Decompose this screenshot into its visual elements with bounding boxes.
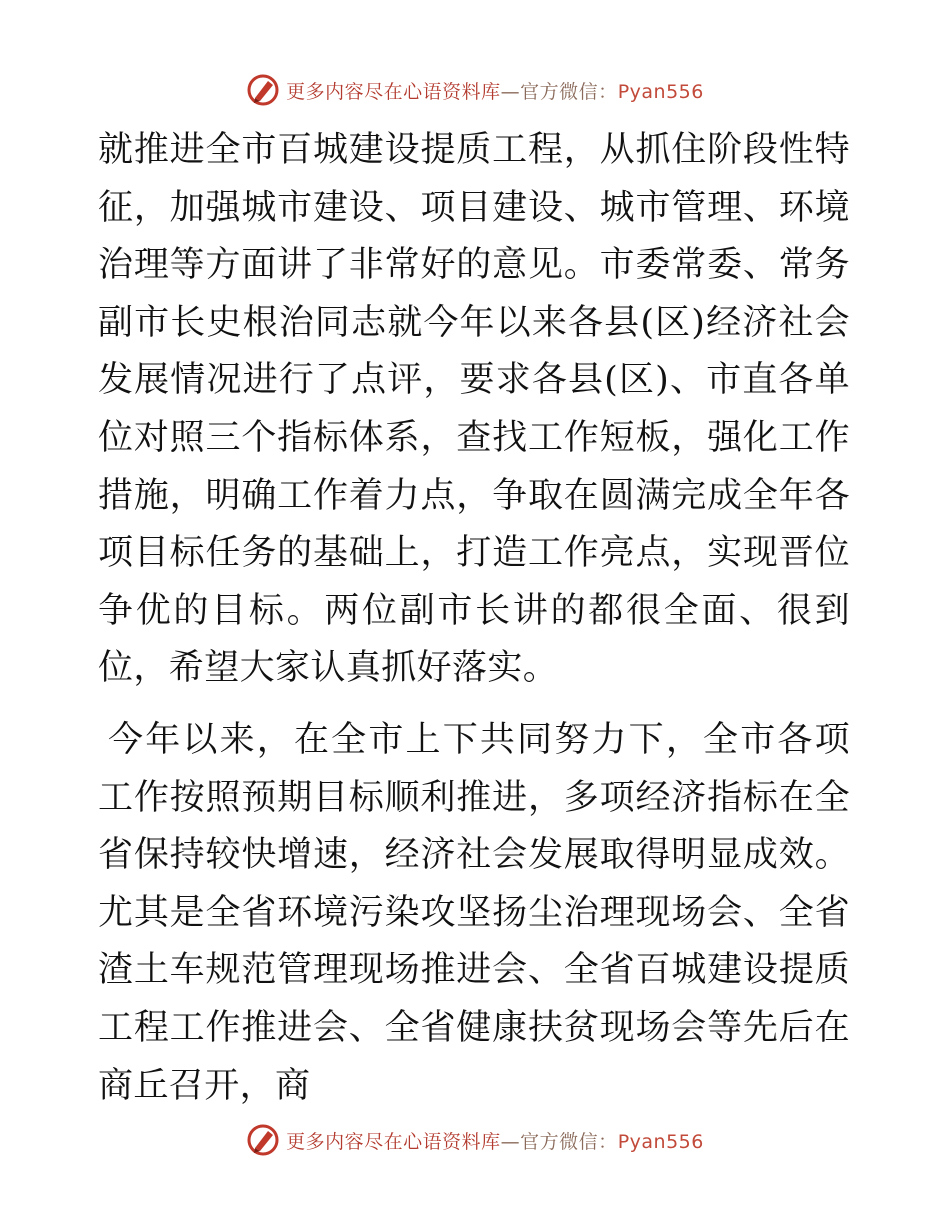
watermark-text: 更多内容尽在心语资料库—官方微信：Pyan556 bbox=[286, 80, 704, 103]
footer-watermark bbox=[0, 1120, 950, 1160]
paragraph-2: 今年以来，在全市上下共同努力下，全市各项工作按照预期目标顺利推进，多项经济指标在全省保持较快增速，经济社会发展取得明显成效。尤其是全省环境污染攻坚扬尘治理现场会、全省渣土车规范管理现场推进会、全省百城建设提质工程工作推进会、全省健康扶贫现场会等先后在商丘召开，商 bbox=[98, 719, 850, 1106]
pen-logo-icon bbox=[246, 73, 280, 107]
header-watermark bbox=[0, 70, 950, 110]
watermark-text: 更多内容尽在心语资料库—官方微信：Pyan556 bbox=[286, 1130, 704, 1153]
pen-logo-icon bbox=[246, 1123, 280, 1157]
paragraph-1: 就推进全市百城建设提质工程，从抓住阶段性特征，加强城市建设、项目建设、城市管理、环境治理等方面讲了非常好的意见。市委常委、常务副市长史根治同志就今年以来各县(区)经济社会发展情况进行了点评，要求各县(区)、市直各单位对照三个指标体系，查找工作短板，强化工作措施，明确工作着力点，争取在圆满完成全年各项目标任务的基础上，打造工作亮点，实现晋位争优的目标。两位副市长讲的都很全面、很到位，希望大家认真抓好落实。 bbox=[98, 130, 850, 689]
document-body bbox=[98, 122, 850, 1115]
